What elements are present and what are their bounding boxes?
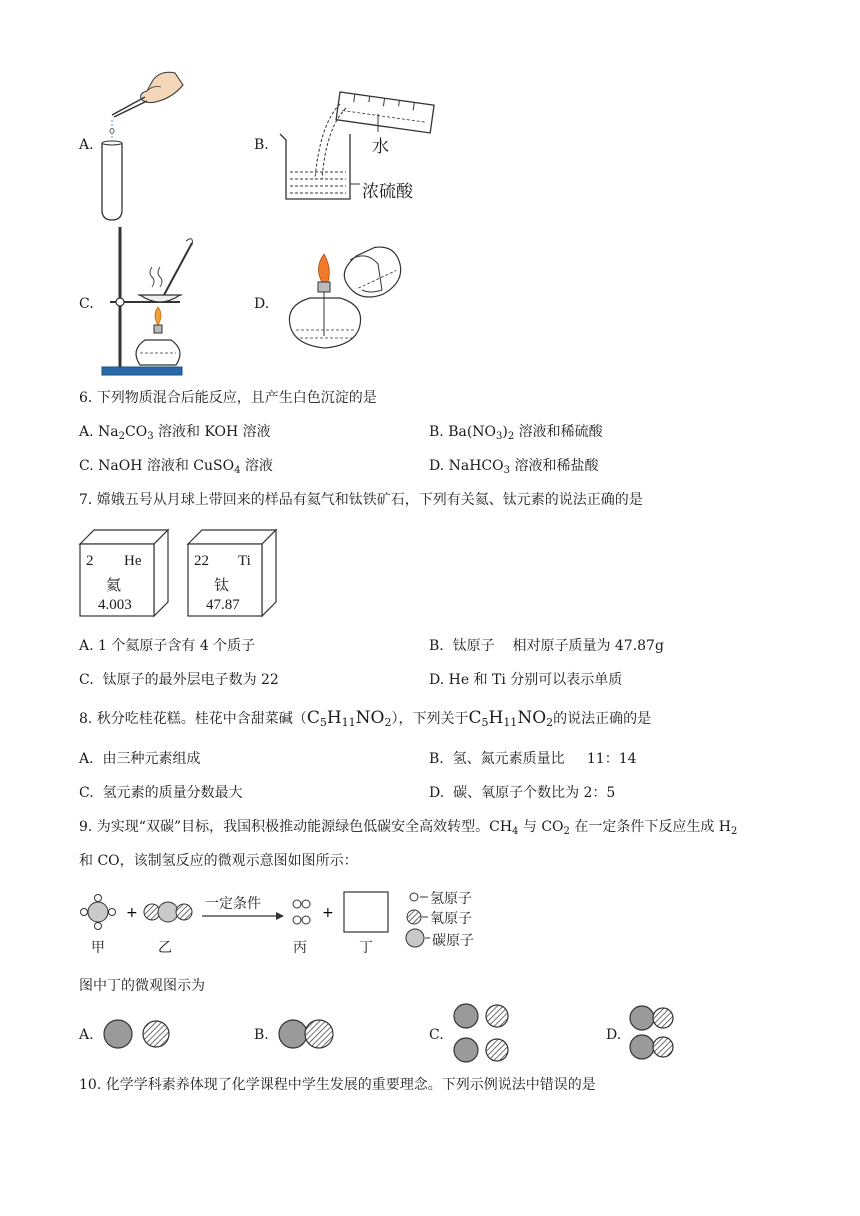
q8-option-b: B. 氢、氮元素质量比 11：14: [429, 751, 637, 767]
svg-text:+: +: [322, 905, 334, 921]
acid-label: 浓硫酸: [362, 182, 413, 202]
label-jia: 甲: [91, 940, 105, 956]
he-mass: 4.003: [98, 597, 132, 613]
q8-stem: 8. 秋分吃桂花糕。桂花中含甜菜碱$(C_5H_{11}NO_2)$，下列关于$C_5H_{11}NO_2$的说法正确的是: [79, 708, 652, 729]
alcohol-lamp-figure: [280, 250, 390, 360]
q9-option-d-figure: [628, 1004, 688, 1062]
ti-mass: 47.87: [206, 597, 240, 613]
label-yi: 乙: [158, 940, 172, 956]
q8-option-d: D. 碳、氧原子个数比为 2：5: [429, 785, 616, 801]
label-bing: 丙: [293, 940, 307, 956]
he-number: 2: [86, 553, 94, 569]
q9-prompt: 图中丁的微观图示为: [79, 978, 205, 994]
legend-hydrogen: 氢原子: [430, 891, 472, 907]
reaction-condition: 一定条件: [205, 896, 261, 912]
q7-option-c: C. 钛原子的最外层电子数为 22: [79, 672, 279, 688]
q9-option-c-figure: [450, 1002, 520, 1064]
q7-option-b: B. 钛原子 相对原子质量为 47.87g: [429, 638, 664, 654]
q6-option-b: B. $Ba(NO_3)_2$ 溶液和稀硫酸: [429, 424, 603, 442]
betaine-formula-2: $C_5H_{11}NO_2$: [468, 708, 554, 729]
q9-stem-line2: 和 CO，该制氢反应的微观示意图如图所示：: [79, 853, 358, 869]
he-name: 氦: [106, 576, 122, 594]
q8-option-c: C. 氢元素的质量分数最大: [79, 785, 243, 801]
option-d-label: D.: [254, 296, 270, 312]
ti-number: 22: [194, 553, 209, 569]
q8-option-a: A. 由三种元素组成: [79, 751, 201, 767]
evaporation-figure: [100, 225, 210, 380]
he-symbol: He: [124, 553, 142, 569]
q6-option-d: D. NaHCO$_3$ 溶液和稀盐酸: [429, 458, 599, 476]
q7-option-d: D. He 和 Ti 分别可以表示单质: [429, 672, 623, 688]
option-b-label: B.: [254, 137, 269, 153]
legend-oxygen: 氧原子: [430, 911, 472, 927]
water-label: 水: [372, 137, 389, 157]
option-c-label: C.: [79, 296, 94, 312]
q10-stem: 10. 化学学科素养体现了化学课程中学生发展的重要理念。下列示例说法中错误的是: [79, 1077, 596, 1093]
betaine-formula-1: $C_5H_{11}NO_2$: [306, 708, 392, 729]
svg-text:+: +: [126, 905, 138, 921]
legend-carbon: 碳原子: [432, 933, 474, 949]
ti-name: 钛: [214, 576, 230, 594]
q6-option-a: A. $Na_2CO_3$ 溶液和 KOH 溶液: [79, 424, 271, 442]
q9-option-a-label: A.: [79, 1027, 94, 1043]
q9-stem-line1: 9. 为实现“双碳”目标，我国积极推动能源绿色低碳安全高效转型。$CH_4$ 与 $CO_2$ 在一定条件下反应生成 $H_2$: [79, 819, 738, 837]
label-ding: 丁: [359, 940, 373, 956]
option-a-label: A.: [79, 137, 94, 153]
q7-option-a: A. 1 个氦原子含有 4 个质子: [79, 638, 256, 654]
q6-stem: 6. 下列物质混合后能反应，且产生白色沉淀的是: [79, 390, 377, 406]
ti-symbol: Ti: [238, 553, 251, 569]
tweezers-test-tube-figure: [95, 65, 185, 225]
q9-option-c-label: C.: [429, 1027, 444, 1043]
q9-option-b-label: B.: [254, 1027, 269, 1043]
q9-option-a-figure: [103, 1018, 173, 1052]
q9-option-b-figure: [277, 1018, 347, 1052]
q9-option-d-label: D.: [606, 1027, 622, 1043]
q6-option-c: C. NaOH 溶液和 CuSO$_4$ 溶液: [79, 458, 273, 476]
q7-stem: 7. 嫦娥五号从月球上带回来的样品有氦气和钛铁矿石，下列有关氦、钛元素的说法正确的是: [79, 492, 643, 508]
